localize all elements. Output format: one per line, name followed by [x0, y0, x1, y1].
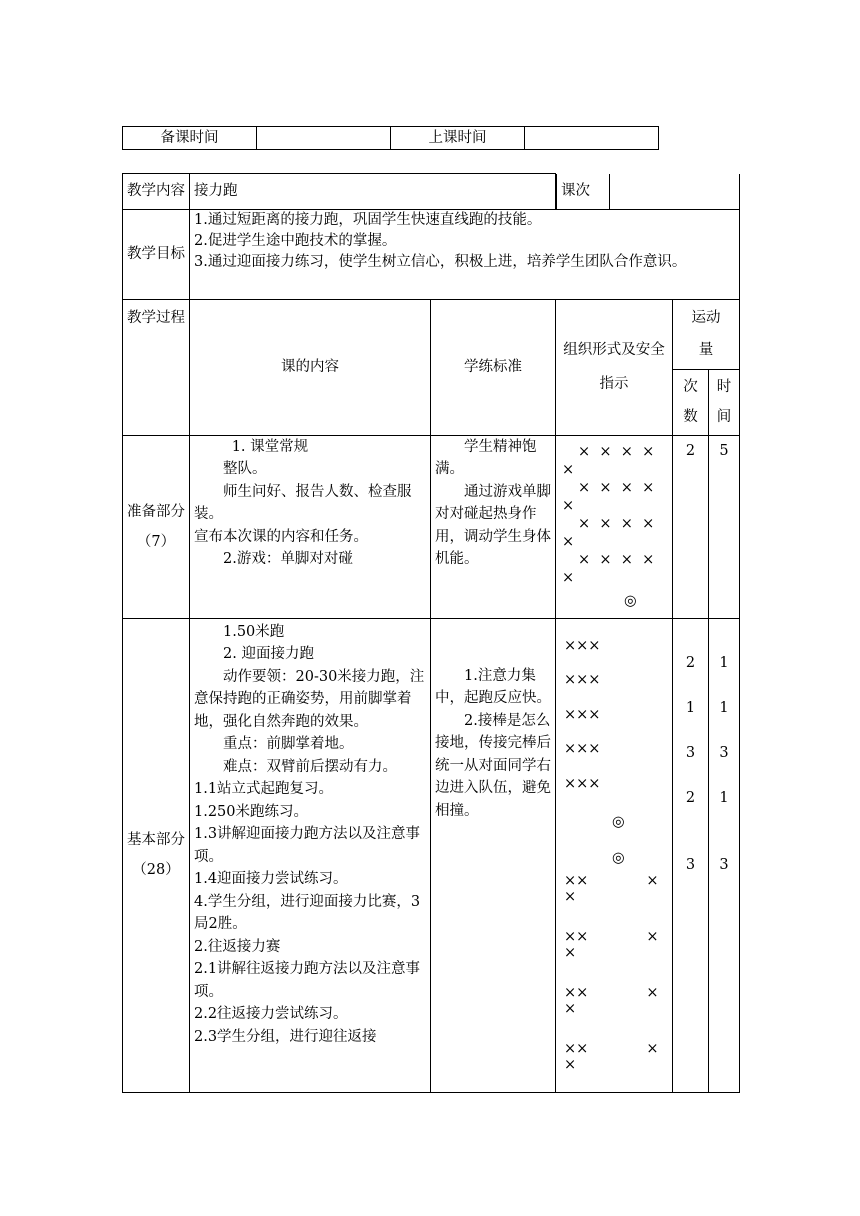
relay-right: × — [646, 1041, 659, 1057]
prep-formation — [556, 435, 673, 618]
basic-counts — [673, 618, 709, 1092]
formation-row: × — [562, 461, 575, 478]
prep-content — [190, 435, 431, 618]
basic-count: 2 — [685, 789, 696, 806]
basic-content-line: 2. 迎面接力跑 — [223, 646, 314, 662]
relay-right: × — [646, 873, 659, 889]
prep-standard-line: 学生精神饱满。 — [435, 438, 537, 477]
relay-left: ×× — [564, 929, 589, 945]
teacher-marker: ◎ — [624, 592, 637, 609]
formation-row: × — [562, 497, 575, 514]
basic-content-line: 2.1讲解往返接力跑方法以及注意事项。 — [194, 961, 421, 1000]
basic-standard-line: 1.注意力集中，起跑反应快。 — [435, 667, 551, 706]
basic-stage-minutes: （28） — [132, 862, 180, 878]
teacher-marker: ◎ — [612, 814, 625, 830]
process-header: 教学过程 — [123, 299, 190, 435]
prep-stage-minutes: （7） — [136, 533, 176, 550]
basic-content-line: 2.2往返接力尝试练习。 — [194, 1006, 348, 1022]
basic-content-line: 重点：前脚掌着地。 — [223, 736, 354, 752]
relay-bottom: × — [564, 889, 577, 905]
prep-time-value[interactable] — [257, 127, 391, 150]
formation-row: × — [562, 533, 575, 550]
prep-content-line: 宣布本次课的内容和任务。 — [194, 528, 368, 545]
basic-content-line: 2.3学生分组，进行迎往返接 — [194, 1028, 377, 1045]
prep-count: 2 — [673, 435, 709, 618]
prep-standard — [431, 435, 556, 618]
formation-row: × — [562, 569, 575, 586]
basic-time: 1 — [719, 654, 729, 671]
time-header: 时间 — [709, 369, 740, 435]
basic-content-line: 1.50米跑 — [223, 623, 285, 640]
basic-formation — [556, 618, 673, 1092]
formation-row: × × × × — [578, 515, 655, 532]
basic-standard-line: 2.接棒是怎么接地，传接完棒后统一从对面同学右边进入队伍，避免相撞。 — [435, 712, 551, 819]
relay-right: × — [646, 985, 659, 1001]
basic-content-line: 动作要领：20-30米接力跑，注意保持跑的正确姿势，用前脚掌着地，强化自然奔跑的效果。 — [194, 668, 425, 730]
basic-content-line: 4.学生分组，进行迎面接力比赛，3局2胜。 — [194, 893, 421, 932]
basic-time: 3 — [719, 744, 729, 761]
session-value[interactable] — [610, 174, 740, 209]
basic-time: 1 — [719, 699, 729, 716]
prep-content-line: 师生问好、报告人数、检查服装。 — [194, 483, 412, 522]
formation-row: ××× — [564, 637, 601, 654]
formation-row: ××× — [564, 706, 601, 723]
class-time-value[interactable] — [525, 127, 659, 150]
relay-left: ×× — [564, 873, 589, 889]
relay-left: ×× — [564, 1041, 589, 1057]
basic-content-line: 1.250米跑练习。 — [194, 803, 309, 820]
lesson-plan-table — [122, 173, 740, 1093]
relay-row — [564, 929, 668, 985]
count-header: 次数 — [673, 369, 709, 435]
relay-formation — [564, 873, 668, 1081]
goals-list — [190, 209, 740, 299]
goal-item: 1.通过短距离的接力跑，巩固学生快速直线跑的技能。 — [194, 211, 542, 228]
load-header: 运动量 — [673, 299, 740, 369]
formation-row: ××× — [564, 775, 601, 792]
prep-content-line: 整队。 — [223, 461, 267, 477]
prep-time-label: 备课时间 — [123, 127, 257, 150]
content-value: 接力跑 — [190, 174, 556, 210]
relay-bottom: × — [564, 1057, 577, 1073]
basic-content-line: 1.1站立式起跑复习。 — [194, 781, 334, 797]
relay-bottom: × — [564, 1001, 577, 1017]
organization-header: 组织形式及安全指示 — [556, 299, 673, 435]
basic-stage — [123, 618, 190, 1092]
basic-times — [709, 618, 740, 1092]
basic-standard — [431, 618, 556, 1092]
goal-item: 3.通过迎面接力练习，使学生树立信心，积极上进，培养学生团队合作意识。 — [194, 253, 687, 270]
standard-header: 学练标准 — [431, 299, 556, 435]
basic-content-line: 1.3讲解迎面接力跑方法以及注意事项。 — [194, 826, 421, 865]
formation-row: × × × × — [578, 479, 655, 496]
prep-content-line: 2.游戏：单脚对对碰 — [223, 551, 353, 567]
formation-row: × × × × — [578, 443, 655, 460]
prep-standard-line: 通过游戏单脚对对碰起热身作用，调动学生身体机能。 — [435, 483, 551, 567]
formation-row: ××× — [564, 672, 601, 688]
relay-bottom: × — [564, 945, 577, 961]
basic-content — [190, 618, 431, 1092]
basic-count: 2 — [685, 654, 696, 671]
session-label: 课次 — [557, 174, 610, 209]
basic-content-line: 2.往返接力赛 — [194, 938, 281, 955]
basic-stage-label: 基本部分 — [127, 832, 185, 848]
basic-time: 3 — [719, 856, 729, 873]
prep-stage-label: 准备部分 — [127, 503, 185, 520]
teacher-marker: ◎ — [612, 850, 625, 866]
prep-stage — [123, 435, 190, 618]
schedule-table — [122, 126, 659, 150]
basic-count: 1 — [685, 699, 696, 716]
content-header: 课的内容 — [190, 299, 431, 435]
basic-content-line: 难点：双臂前后摆动有力。 — [223, 758, 397, 775]
formation-row: × × × × — [578, 551, 655, 568]
relay-row — [564, 873, 668, 929]
class-time-label: 上课时间 — [391, 127, 525, 150]
relay-right: × — [646, 929, 659, 945]
relay-left: ×× — [564, 985, 589, 1001]
basic-count: 3 — [685, 744, 696, 761]
content-label: 教学内容 — [123, 174, 190, 210]
goals-label: 教学目标 — [123, 209, 190, 299]
formation-row: ××× — [564, 741, 601, 757]
relay-row — [564, 1041, 668, 1081]
prep-time: 5 — [709, 435, 740, 618]
basic-count: 3 — [685, 856, 696, 873]
basic-content-line: 1.4迎面接力尝试练习。 — [194, 871, 348, 887]
prep-content-line: 1. 课堂常规 — [231, 438, 309, 455]
goal-item: 2.促进学生途中跑技术的掌握。 — [194, 232, 397, 249]
relay-row — [564, 985, 668, 1041]
basic-time: 1 — [719, 789, 729, 806]
